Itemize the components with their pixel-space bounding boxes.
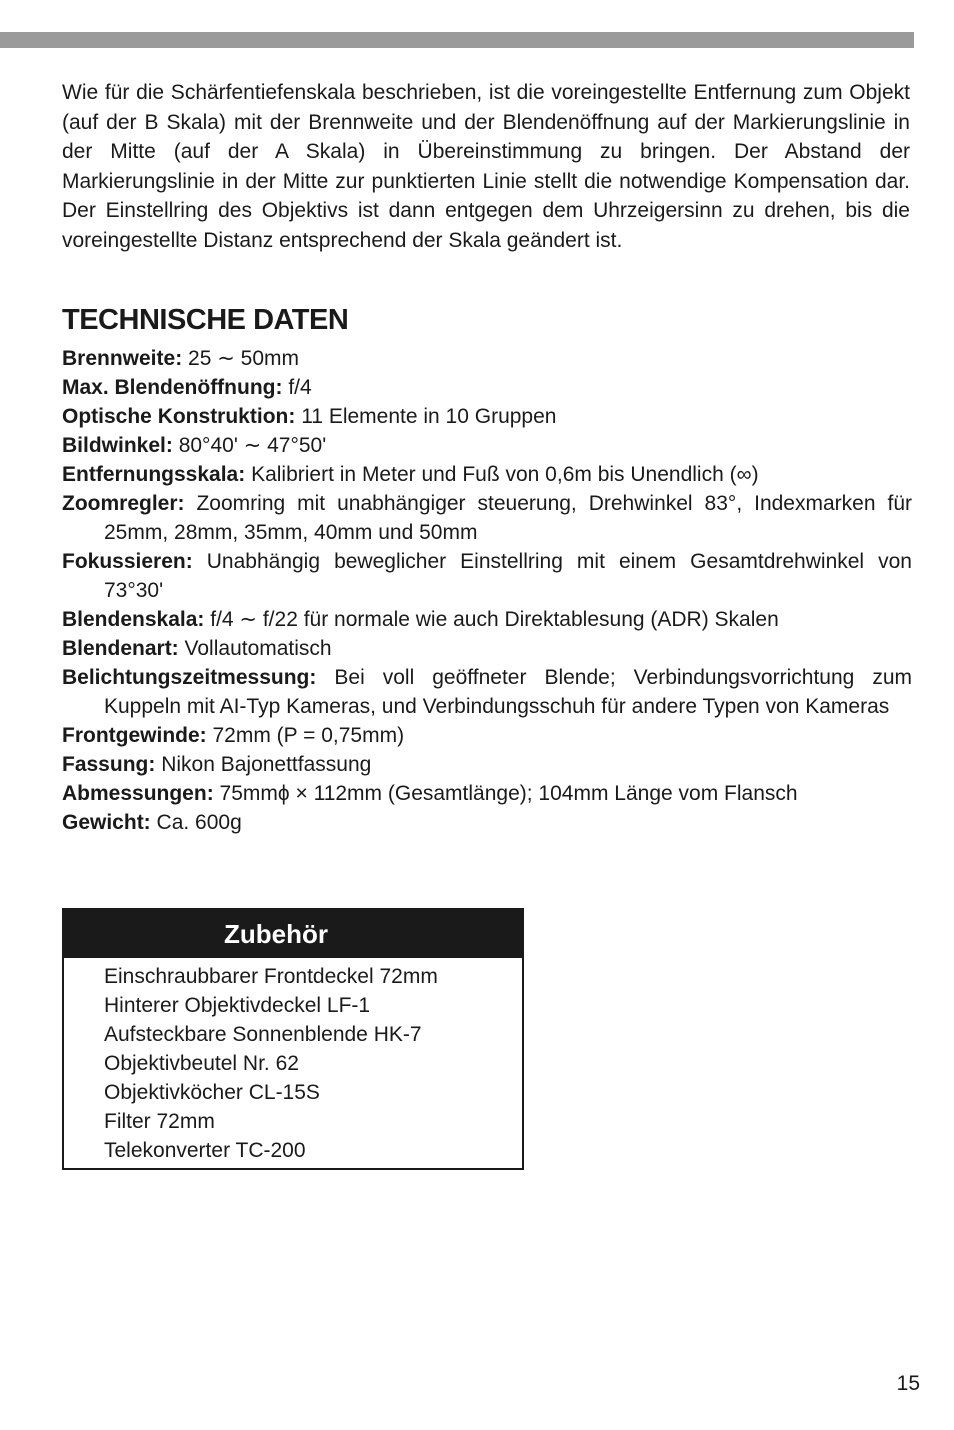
accessories-title: Zubehör [62,908,524,958]
spec-label: Blendenart: [62,637,179,660]
spec-value: Kalibriert in Meter und Fuß von 0,6m bis Unendlich (∞) [251,463,759,486]
section-title: TECHNISCHE DATEN [62,304,349,336]
accessories-list [64,958,522,1165]
accessory-item: Filter 72mm [104,1110,215,1133]
spec-item [62,779,912,808]
spec-value: f/4 ∼ f/22 für normale wie auch Direktablesung (ADR) Skalen [210,608,779,631]
spec-item [62,750,912,779]
spec-item [62,721,912,750]
spec-item [62,808,912,837]
spec-label: Fokussieren: [62,550,193,573]
spec-value: Nikon Bajonettfassung [161,753,372,776]
spec-label: Max. Blendenöffnung: [62,376,283,399]
spec-label: Bildwinkel: [62,434,173,457]
accessory-item: Hinterer Objektivdeckel LF-1 [104,994,371,1017]
spec-item [62,489,912,547]
spec-item [62,663,912,721]
spec-label: Entfernungsskala: [62,463,246,486]
intro-text: Wie für die Schärfentiefenskala beschrieben, ist die voreingestellte Entfernung zum Objekt (auf der B Skala) mit der Brennweite und der Blendenöffnung auf der Markierungslinie in der Mitte (auf der A Skala) in Übereinstimmung zu bringen. Der Abstand der Markierungslinie in der Mitte zur punktierten Linie stellt die notwendige Kompensation dar. Der Einstellring des Objektivs ist dann entgegen dem Uhrzeigersinn zu drehen, bis die voreingestellte Distanz entsprechend der Skala geändert ist. [62,81,910,252]
spec-label: Frontgewinde: [62,724,207,747]
page-number: 15 [896,1372,920,1395]
spec-item [62,460,912,489]
accessory-item: Objektivköcher CL-15S [104,1081,320,1104]
spec-value: Ca. 600g [156,811,242,834]
spec-value: 75mmϕ × 112mm (Gesamtlänge); 104mm Länge vom Flansch [219,782,798,805]
spec-value: 72mm (P = 0,75mm) [212,724,405,747]
spec-item [62,634,912,663]
accessories-box [62,908,524,1170]
spec-value: 25 ∼ 50mm [188,347,299,370]
spec-item [62,373,912,402]
spec-value: 80°40' ∼ 47°50' [178,434,327,457]
spec-label: Optische Konstruktion: [62,405,296,428]
accessory-item: Einschraubbarer Frontdeckel 72mm [104,965,438,988]
spec-item [62,605,912,634]
spec-value: Zoomring mit unabhängiger steuerung, Drehwinkel 83°, Indexmarken für 25mm, 28mm, 35mm, 40mm und 50mm [104,492,912,544]
spec-list [62,344,912,837]
spec-value: Unabhängig beweglicher Einstellring mit einem Gesamtdrehwinkel von 73°30' [104,550,912,602]
spec-item [62,344,912,373]
accessory-item: Aufsteckbare Sonnenblende HK-7 [104,1023,422,1046]
spec-label: Belichtungszeitmessung: [62,666,317,689]
spec-value: 11 Elemente in 10 Gruppen [301,405,557,428]
spec-label: Brennweite: [62,347,183,370]
header-rule [0,32,914,48]
spec-item [62,431,912,460]
spec-item [62,402,912,431]
spec-value: f/4 [288,376,312,399]
accessory-item: Telekonverter TC-200 [104,1139,306,1162]
intro-paragraph [62,78,910,255]
spec-value: Vollautomatisch [184,637,332,660]
spec-item [62,547,912,605]
spec-label: Zoomregler: [62,492,185,515]
spec-value: Bei voll geöffneter Blende; Verbindungsvorrichtung zum Kuppeln mit AI-Typ Kameras, und Verbindungsschuh für andere Typen von Kameras [104,666,912,718]
spec-label: Gewicht: [62,811,151,834]
spec-label: Fassung: [62,753,156,776]
accessory-item: Objektivbeutel Nr. 62 [104,1052,299,1075]
spec-label: Abmessungen: [62,782,214,805]
spec-label: Blendenskala: [62,608,205,631]
